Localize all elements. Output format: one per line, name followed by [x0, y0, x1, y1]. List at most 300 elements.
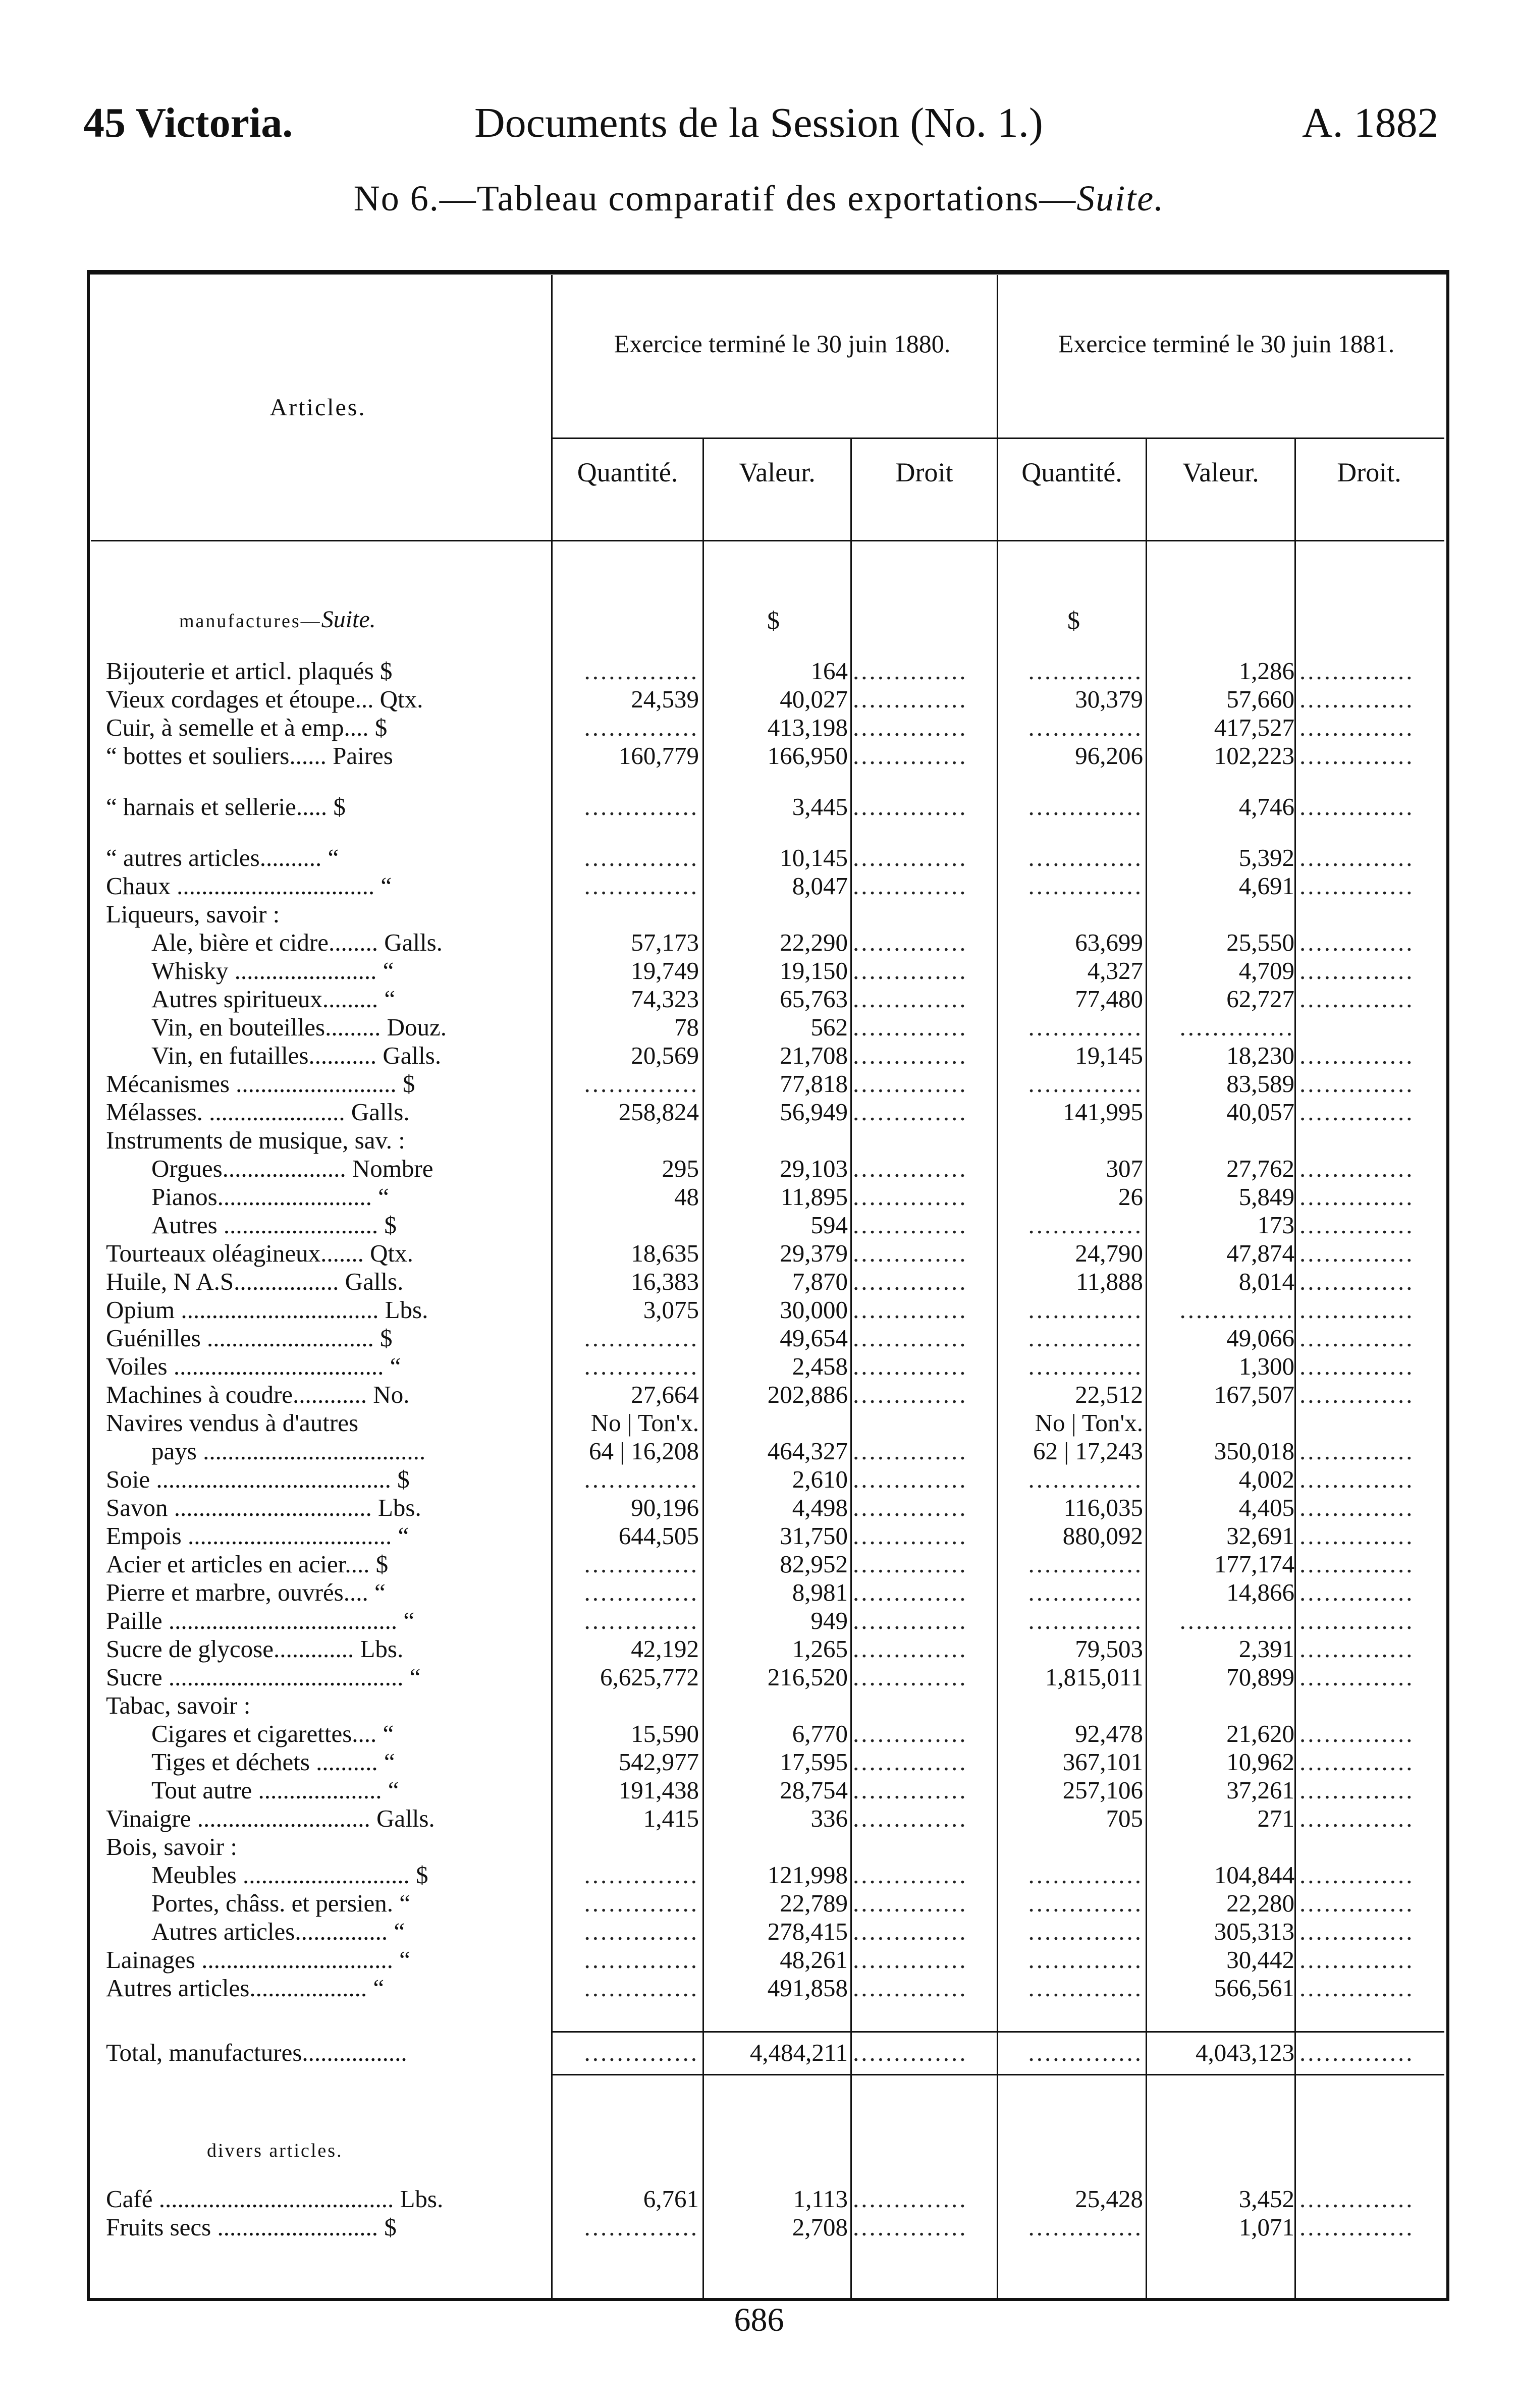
cell-q1: 644,505 [618, 1522, 699, 1550]
cell-d1: .............. [853, 1098, 968, 1126]
row-label: Whisky ....................... “ [151, 957, 394, 984]
cell-q2: 257,106 [1062, 1776, 1143, 1804]
column-quantite-1881: Quantité. [1021, 457, 1122, 487]
cell-q1: 16,383 [631, 1268, 699, 1295]
cell-q2: .............. [1028, 1946, 1143, 1974]
row-label: Café ...................................... Lbs. [106, 2185, 444, 2213]
cell-q2: .............. [1028, 1607, 1143, 1634]
table-row [0, 1494, 1518, 1522]
cell-v2: 4,746 [1238, 793, 1294, 820]
table-row [0, 1522, 1518, 1550]
row-label: pays .................................... [151, 1437, 426, 1465]
cell-q1: 542,977 [618, 1748, 699, 1776]
cell-d2: .............. [1299, 1042, 1415, 1069]
cell-d1: .............. [853, 1861, 968, 1889]
cell-v2: 21,620 [1226, 1720, 1294, 1747]
row-label: Voiles .................................. “ [106, 1352, 401, 1380]
cell-d2: .............. [1299, 1070, 1415, 1098]
cell-v2: 417,527 [1214, 714, 1294, 741]
cell-q2: .............. [1028, 872, 1143, 900]
cell-q1: 74,323 [631, 985, 699, 1013]
cell-v1: 30,000 [780, 1296, 848, 1324]
table-row [0, 1720, 1518, 1748]
cell-v1: 7,870 [792, 1268, 848, 1295]
cell-d2: .............. [1299, 1494, 1415, 1521]
cell-q2: .............. [1028, 1550, 1143, 1578]
table-row [0, 1296, 1518, 1324]
cell-v2: 173 [1257, 1211, 1294, 1239]
cell-d2 [1299, 1409, 1438, 1437]
cell-q2: 25,428 [1075, 2185, 1143, 2213]
cell-q2: .............. [1028, 1324, 1143, 1352]
cell-d2: .............. [1299, 844, 1415, 871]
row-label: Cigares et cigarettes.... “ [151, 1720, 394, 1747]
cell-q2: 141,995 [1062, 1098, 1143, 1126]
row-label: Vieux cordages et étoupe... Qtx. [106, 685, 423, 713]
cell-v2 [1148, 900, 1294, 928]
cell-v1: 164 [810, 657, 848, 685]
cell-d2: .............. [1299, 1607, 1415, 1634]
row-label: Tourteaux oléagineux....... Qtx. [106, 1239, 413, 1267]
cell-d1: .............. [853, 1918, 968, 1945]
cell-v2: 70,899 [1226, 1663, 1294, 1691]
cell-d2: .............. [1299, 1804, 1415, 1832]
cell-q2: .............. [1028, 2039, 1143, 2066]
row-label: Paille ..................................... “ [106, 1607, 415, 1634]
cell-v2: 83,589 [1226, 1070, 1294, 1098]
cell-v1: 10,145 [780, 844, 848, 871]
table-row [0, 1465, 1518, 1494]
cell-q2: .............. [1028, 1465, 1143, 1493]
row-label: Pierre et marbre, ouvrés.... “ [106, 1578, 386, 1606]
cell-v2: 37,261 [1226, 1776, 1294, 1804]
cell-q2: .............. [1028, 714, 1143, 741]
cell-v2: 2,391 [1238, 1635, 1294, 1663]
row-label: “ harnais et sellerie..... $ [106, 793, 346, 820]
row-label: Vinaigre ............................ Galls. [106, 1804, 435, 1832]
cell-d2: .............. [1299, 1974, 1415, 2002]
column-droit-1881: Droit. [1337, 457, 1401, 487]
section-manufactures [179, 606, 376, 633]
cell-d2: .............. [1299, 1211, 1415, 1239]
cell-q1: 48 [674, 1183, 699, 1211]
row-label: Tiges et déchets .......... “ [151, 1748, 395, 1776]
row-label: Guénilles ........................... $ [106, 1324, 393, 1352]
column-valeur-1881: Valeur. [1182, 457, 1259, 487]
cell-v2: 4,691 [1238, 872, 1294, 900]
cell-d2: .............. [1299, 1239, 1415, 1267]
cell-q1 [558, 1126, 699, 1155]
cell-v2: 4,709 [1238, 957, 1294, 984]
cell-d1: .............. [853, 1635, 968, 1663]
cell-v1: 11,895 [781, 1183, 848, 1211]
row-label: Navires vendus à d'autres [106, 1409, 359, 1437]
cell-q2: 96,206 [1075, 742, 1143, 770]
row-label: Bijouterie et articl. plaqués $ [106, 657, 393, 685]
section-divers-articles: divers articles. [207, 2140, 343, 2161]
cell-v1: 3,445 [792, 793, 848, 820]
table-row [0, 1663, 1518, 1691]
table-row [0, 1211, 1518, 1239]
cell-v1: 216,520 [767, 1663, 848, 1691]
column-group-1881: Exercice terminé le 30 juin 1881. [1058, 330, 1395, 358]
cell-q2 [1002, 1691, 1143, 1720]
cell-v2: 177,174 [1214, 1550, 1294, 1578]
total-row [0, 2039, 1518, 2067]
cell-q1: 27,664 [631, 1381, 699, 1408]
cell-d2: .............. [1299, 742, 1415, 770]
cell-v1: 949 [810, 1607, 848, 1634]
cell-d1: .............. [853, 1946, 968, 1974]
cell-d2: .............. [1299, 1663, 1415, 1691]
cell-q1: .............. [584, 1550, 699, 1578]
cell-v1: 4,484,211 [749, 2039, 848, 2066]
column-droit-1880: Droit [895, 457, 953, 487]
cell-d2: .............. [1299, 1437, 1415, 1465]
cell-q1: .............. [584, 1889, 699, 1917]
cell-q1: 90,196 [631, 1494, 699, 1521]
cell-v1: 82,952 [780, 1550, 848, 1578]
cell-d2: .............. [1299, 1720, 1415, 1747]
table-row [0, 714, 1518, 742]
cell-q1 [558, 900, 699, 928]
cell-q1 [558, 1211, 699, 1239]
cell-d1: .............. [853, 957, 968, 984]
row-label: Fruits secs .......................... $ [106, 2213, 397, 2241]
cell-v1: 28,754 [780, 1776, 848, 1804]
row-label: Empois ................................. “ [106, 1522, 409, 1550]
cell-v2 [1148, 1833, 1294, 1861]
cell-d2: .............. [1299, 872, 1415, 900]
cell-q1: 15,590 [631, 1720, 699, 1747]
table-title [0, 178, 1518, 220]
cell-q2: 4,327 [1087, 957, 1143, 984]
cell-q1: .............. [584, 1324, 699, 1352]
cell-q2: 24,790 [1075, 1239, 1143, 1267]
cell-v2: 32,691 [1226, 1522, 1294, 1550]
cell-q1: 42,192 [631, 1635, 699, 1663]
table-row [0, 1070, 1518, 1098]
cell-v2: 27,762 [1226, 1155, 1294, 1182]
row-label: Chaux ................................ “ [106, 872, 392, 900]
cell-q2: 116,035 [1063, 1494, 1143, 1521]
cell-q2: .............. [1028, 1918, 1143, 1945]
cell-d1: .............. [853, 1578, 968, 1606]
table-row [0, 957, 1518, 985]
cell-q2: .............. [1028, 657, 1143, 685]
cell-v2: 1,286 [1238, 657, 1294, 685]
cell-q1: 64 | 16,208 [588, 1437, 699, 1465]
cell-q2: 79,503 [1075, 1635, 1143, 1663]
table-row [0, 657, 1518, 685]
cell-d1: .............. [853, 928, 968, 956]
cell-v2 [1148, 1126, 1294, 1155]
cell-d2: .............. [1299, 1946, 1415, 1974]
cell-q2: 62 | 17,243 [1033, 1437, 1143, 1465]
cell-q1: .............. [584, 1918, 699, 1945]
cell-d1: .............. [853, 1550, 968, 1578]
cell-v2: 4,002 [1238, 1465, 1294, 1493]
cell-q2: .............. [1028, 793, 1143, 820]
row-label: Portes, châss. et persien. “ [151, 1889, 410, 1917]
cell-d2: .............. [1299, 1324, 1415, 1352]
cell-d1: .............. [853, 657, 968, 685]
cell-v1: 413,198 [767, 714, 848, 741]
cell-q2: 1,815,011 [1045, 1663, 1143, 1691]
table-row [0, 1607, 1518, 1635]
cell-d1: .............. [853, 793, 968, 820]
row-label: Tout autre .................... “ [151, 1776, 399, 1804]
table-row [0, 1381, 1518, 1409]
cell-d2: .............. [1299, 1889, 1415, 1917]
cell-v2: 18,230 [1226, 1042, 1294, 1069]
table-row [0, 1098, 1518, 1126]
cell-q1: 20,569 [631, 1042, 699, 1069]
cell-d1: .............. [853, 1155, 968, 1182]
cell-v1: 31,750 [780, 1522, 848, 1550]
cell-q1: 3,075 [643, 1296, 699, 1324]
cell-d1: .............. [853, 1776, 968, 1804]
cell-v1 [704, 1126, 848, 1155]
cell-d2: .............. [1299, 1861, 1415, 1889]
cell-d1: .............. [853, 872, 968, 900]
table-row [0, 2213, 1518, 2241]
cell-d1: .............. [853, 844, 968, 871]
row-label: Cuir, à semelle et à emp.... $ [106, 714, 388, 741]
row-label: Orgues.................... Nombre [151, 1155, 433, 1182]
table-row [0, 1268, 1518, 1296]
cell-v1: 278,415 [767, 1918, 848, 1945]
row-label: Mécanismes .......................... $ [106, 1070, 415, 1098]
cell-v2: 25,550 [1226, 928, 1294, 956]
cell-d1: .............. [853, 2039, 968, 2066]
cell-d2: .............. [1299, 2185, 1415, 2213]
cell-d1 [853, 900, 994, 928]
cell-q2: .............. [1028, 844, 1143, 871]
cell-v1: 40,027 [780, 685, 848, 713]
cell-d1: .............. [853, 1889, 968, 1917]
table-row [0, 742, 1518, 770]
cell-d1: .............. [853, 1974, 968, 2002]
row-label: Acier et articles en acier.... $ [106, 1550, 389, 1578]
cell-d1: .............. [853, 1070, 968, 1098]
table-row [0, 2185, 1518, 2213]
row-label: Sucre de glycose............. Lbs. [106, 1635, 404, 1663]
cell-v1: 8,981 [792, 1578, 848, 1606]
cell-v1: 464,327 [767, 1437, 848, 1465]
cell-q2: 880,092 [1062, 1522, 1143, 1550]
row-label: Tabac, savoir : [106, 1691, 251, 1719]
cell-v2: 566,561 [1214, 1974, 1294, 2002]
cell-v2: 47,874 [1226, 1239, 1294, 1267]
cell-d2: .............. [1299, 1748, 1415, 1776]
header-year: A. 1882 [1302, 99, 1439, 146]
cell-v1: 594 [810, 1211, 848, 1239]
table-row [0, 1352, 1518, 1381]
cell-d2: .............. [1299, 1635, 1415, 1663]
cell-q1: .............. [584, 1861, 699, 1889]
cell-d2 [1299, 1691, 1438, 1720]
cell-d2: .............. [1299, 957, 1415, 984]
cell-v1: 562 [810, 1013, 848, 1041]
cell-q1: .............. [584, 872, 699, 900]
cell-d2 [1299, 1833, 1438, 1861]
cell-d2: .............. [1299, 1776, 1415, 1804]
table-row [0, 1946, 1518, 1974]
cell-v2: 40,057 [1226, 1098, 1294, 1126]
table-row [0, 1635, 1518, 1663]
cell-d2: .............. [1299, 1352, 1415, 1380]
cell-v1: 29,103 [780, 1155, 848, 1182]
cell-d1: .............. [853, 1042, 968, 1069]
cell-q1: 24,539 [631, 685, 699, 713]
cell-v2: 4,043,123 [1196, 2039, 1294, 2066]
cell-d1: .............. [853, 1720, 968, 1747]
table-row [0, 1013, 1518, 1042]
cell-d1 [853, 1833, 994, 1861]
cell-d2: .............. [1299, 1098, 1415, 1126]
cell-v1: 48,261 [780, 1946, 848, 1974]
cell-v2: 350,018 [1214, 1437, 1294, 1465]
cell-d2: .............. [1299, 1183, 1415, 1211]
cell-v1: 49,654 [780, 1324, 848, 1352]
cell-d1: .............. [853, 1381, 968, 1408]
cell-v1: 1,113 [793, 2185, 848, 2213]
cell-d2: .............. [1299, 928, 1415, 956]
cell-q2: .............. [1028, 1211, 1143, 1239]
cell-d2: .............. [1299, 1465, 1415, 1493]
table-row [0, 1918, 1518, 1946]
cell-d1: .............. [853, 1183, 968, 1211]
cell-d1: .............. [853, 685, 968, 713]
cell-d1 [853, 1126, 994, 1155]
cell-v2: 49,066 [1226, 1324, 1294, 1352]
cell-d2: .............. [1299, 1522, 1415, 1550]
cell-q2: .............. [1028, 1578, 1143, 1606]
cell-v2: 10,962 [1226, 1748, 1294, 1776]
cell-d2: .............. [1299, 793, 1415, 820]
cell-q2: 307 [1106, 1155, 1143, 1182]
cell-v1: 77,818 [780, 1070, 848, 1098]
cell-v1: 121,998 [767, 1861, 848, 1889]
cell-v1: 21,708 [780, 1042, 848, 1069]
currency-1881: $ [1067, 606, 1080, 634]
cell-q1: 78 [674, 1013, 699, 1041]
cell-d2: .............. [1299, 1550, 1415, 1578]
cell-d1: .............. [853, 2213, 968, 2241]
cell-v2: 1,071 [1238, 2213, 1294, 2241]
section-manufactures-suite: Suite. [321, 606, 376, 633]
cell-v1: 2,708 [792, 2213, 848, 2241]
cell-q1: 258,824 [618, 1098, 699, 1126]
column-articles: Articles. [269, 394, 366, 421]
table-row [0, 900, 1518, 928]
cell-v1 [704, 900, 848, 928]
cell-q2: .............. [1028, 1974, 1143, 2002]
cell-v2: 167,507 [1214, 1381, 1294, 1408]
cell-d2: .............. [1299, 657, 1415, 685]
cell-q2: .............. [1028, 2213, 1143, 2241]
row-label: Autres articles................... “ [106, 1974, 385, 2002]
cell-q2: 30,379 [1075, 685, 1143, 713]
cell-v2: 57,660 [1226, 685, 1294, 713]
row-label: Sucre ...................................... “ [106, 1663, 421, 1691]
row-label: Savon ................................ Lbs. [106, 1494, 421, 1521]
table-row [0, 1183, 1518, 1211]
table-row [0, 985, 1518, 1013]
cell-v1: 491,858 [767, 1974, 848, 2002]
cell-q2: 63,699 [1075, 928, 1143, 956]
cell-v2: 14,866 [1226, 1578, 1294, 1606]
cell-q1: .............. [584, 2039, 699, 2066]
cell-q2 [1002, 1833, 1143, 1861]
row-label: Machines à coudre............ No. [106, 1381, 410, 1408]
cell-q1: .............. [584, 793, 699, 820]
cell-q2: .............. [1028, 1296, 1143, 1324]
table-row [0, 1437, 1518, 1465]
cell-q1: .............. [584, 1465, 699, 1493]
cell-q1: 295 [662, 1155, 699, 1182]
cell-q1: .............. [584, 1578, 699, 1606]
cell-v2: 3,452 [1238, 2185, 1294, 2213]
cell-v1: 29,379 [780, 1239, 848, 1267]
table-row [0, 1748, 1518, 1776]
cell-d2 [1299, 1126, 1438, 1155]
table-row [0, 1861, 1518, 1889]
cell-v1: 22,789 [780, 1889, 848, 1917]
cell-v2: 271 [1257, 1804, 1294, 1832]
cell-d1: .............. [853, 742, 968, 770]
cell-v1: 2,610 [792, 1465, 848, 1493]
cell-v2: 5,392 [1238, 844, 1294, 871]
cell-v1: 19,150 [780, 957, 848, 984]
cell-d2: .............. [1299, 1268, 1415, 1295]
cell-d1: .............. [853, 1013, 968, 1041]
cell-q1: 191,438 [618, 1776, 699, 1804]
cell-q1: .............. [584, 844, 699, 871]
table-row [0, 1550, 1518, 1578]
cell-q1: .............. [584, 1946, 699, 1974]
table-row [0, 928, 1518, 957]
cell-v1: 17,595 [780, 1748, 848, 1776]
cell-q2: 367,101 [1062, 1748, 1143, 1776]
cell-q1: .............. [584, 1607, 699, 1634]
cell-q2 [1002, 900, 1143, 928]
cell-d2: .............. [1299, 1918, 1415, 1945]
cell-d1: .............. [853, 1211, 968, 1239]
row-label: Vin, en bouteilles......... Douz. [151, 1013, 447, 1041]
row-label: “ bottes et souliers...... Paires [106, 742, 393, 770]
row-label: Autres spiritueux......... “ [151, 985, 396, 1013]
cell-v1: 6,770 [792, 1720, 848, 1747]
cell-q2: 705 [1106, 1804, 1143, 1832]
header-document-title: Documents de la Session (No. 1.) [474, 99, 1043, 146]
column-quantite-1880: Quantité. [577, 457, 678, 487]
cell-d2: .............. [1299, 2213, 1415, 2241]
cell-q1: 6,625,772 [600, 1663, 699, 1691]
cell-d1: .............. [853, 985, 968, 1013]
cell-q2: .............. [1028, 1352, 1143, 1380]
cell-d2: .............. [1299, 1296, 1415, 1324]
cell-v2: .............. [1179, 1013, 1294, 1041]
cell-d1 [853, 1409, 994, 1437]
rule-header-bottom [91, 540, 1444, 541]
cell-d1: .............. [853, 1465, 968, 1493]
cell-d2: .............. [1299, 714, 1415, 741]
cell-q1: .............. [584, 1974, 699, 2002]
cell-q1 [558, 1691, 699, 1720]
cell-d1: .............. [853, 1804, 968, 1832]
